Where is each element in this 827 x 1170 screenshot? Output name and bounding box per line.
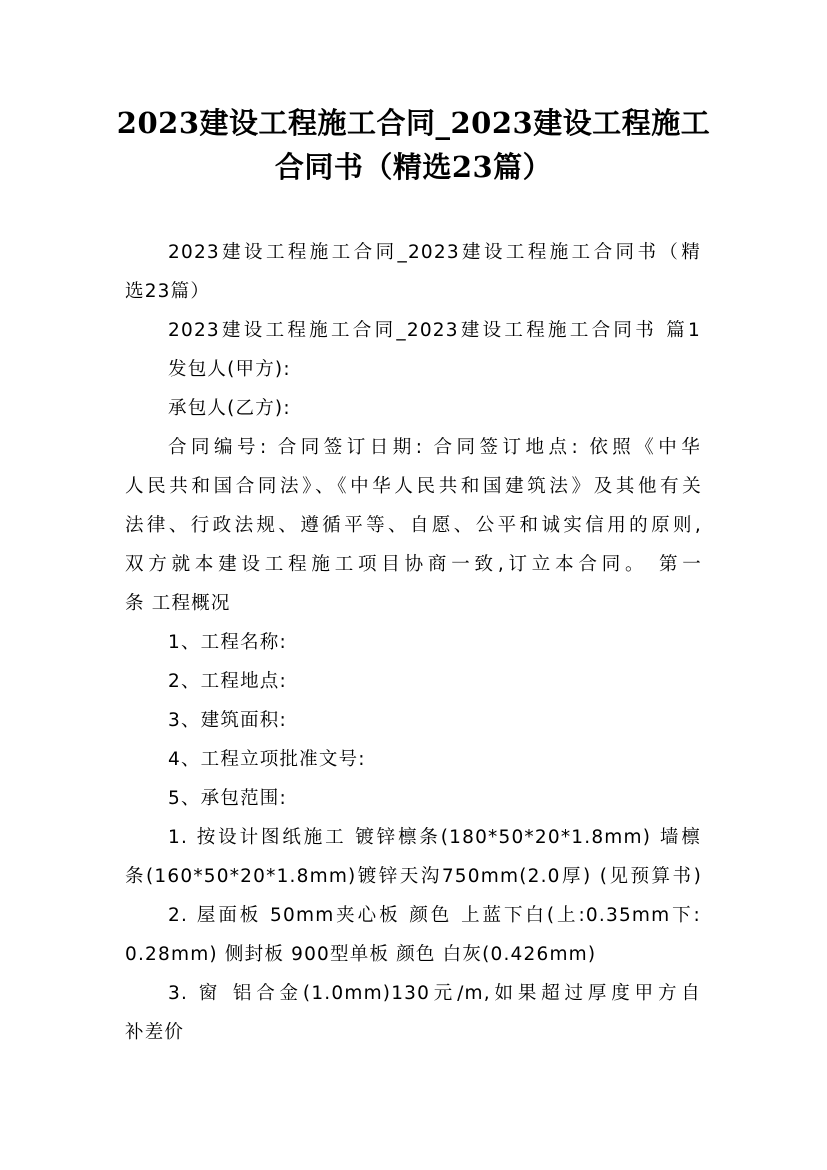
body-line: 人民共和国合同法》、《中华人民共和国建筑法》及其他有关 [125,476,702,497]
list-item: 4、工程立项批准文号: [168,749,366,770]
body-line: 发包人(甲方): [168,359,291,380]
body-line: 双方就本建设工程施工项目协商一致,订立本合同。 第一 [125,554,702,575]
body-line: 2023建设工程施工合同_2023建设工程施工合同书 篇1 [168,320,701,341]
body-line: 1. 按设计图纸施工 镀锌檩条(180*50*20*1.8mm) 墙檩 [168,827,701,848]
body-line: 补差价 [125,1022,185,1043]
body-line: 0.28mm) 侧封板 900型单板 颜色 白灰(0.426mm) [125,944,597,965]
body-line: 合同编号: 合同签订日期: 合同签订地点: 依照《中华 [168,437,701,458]
document-title-line-2: 合同书（精选23篇） [274,150,553,184]
document-title-line-1: 2023建设工程施工合同_2023建设工程施工 [116,106,711,140]
body-line: 3. 窗 铝合金(1.0mm)130元/m,如果超过厚度甲方自 [168,983,701,1004]
body-line: 选23篇） [125,281,211,302]
body-line: 法律、行政法规、遵循平等、自愿、公平和诚实信用的原则, [125,515,702,536]
list-item: 5、承包范围: [168,788,287,809]
body-line: 2023建设工程施工合同_2023建设工程施工合同书（精 [168,242,701,263]
list-item: 1、工程名称: [168,632,287,653]
body-line: 承包人(乙方): [168,398,291,419]
list-item: 3、建筑面积: [168,710,287,731]
list-item: 2、工程地点: [168,671,287,692]
body-line: 条(160*50*20*1.8mm)镀锌天沟750mm(2.0厚) (见预算书) [125,866,702,887]
body-line: 2. 屋面板 50mm夹心板 颜色 上蓝下白(上:0.35mm下: [168,905,701,926]
body-line: 条 工程概况 [125,593,231,614]
